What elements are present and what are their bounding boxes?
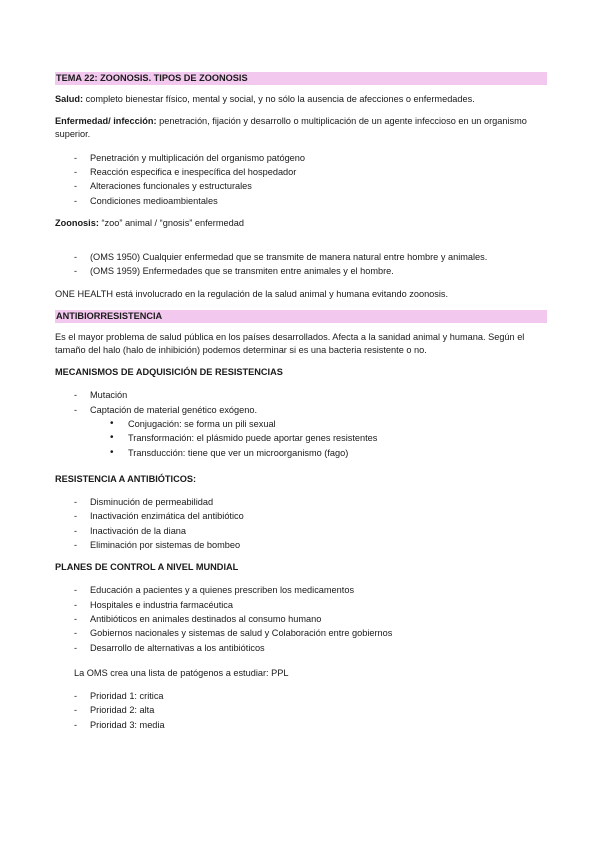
section-heading-zoonosis: TEMA 22: ZOONOSIS. TIPOS DE ZOONOSIS	[55, 72, 547, 85]
list-item: - Antibióticos en animales destinados al consumo humano	[55, 612, 547, 626]
list-item: - Eliminación por sistemas de bombeo	[55, 538, 547, 552]
captacion-sublist	[55, 417, 547, 460]
antibio-intro: Es el mayor problema de salud pública en los países desarrollados. Afecta a la sanidad animal y humana. Según el tamaño del halo (halo de inhibición) podemos determinar si es una bacteria resistente o no.	[55, 331, 525, 355]
list-item: - Condiciones medioambientales	[55, 194, 547, 208]
zoonosis-list	[55, 250, 547, 279]
salud-text: completo bienestar físico, mental y social, y no sólo la ausencia de afecciones o enfermedades.	[83, 94, 475, 104]
enfermedad-list	[55, 151, 547, 208]
planes-heading: PLANES DE CONTROL A NIVEL MUNDIAL	[55, 562, 239, 573]
list-item: - Prioridad 1: critica	[55, 689, 547, 703]
enfermedad-text: penetración, fijación y desarrollo o multiplicación de un agente infeccioso en un organismo superior.	[55, 116, 527, 140]
list-item: - Mutación	[55, 388, 547, 402]
zoonosis-definition	[55, 217, 547, 230]
zoonosis-text: “zoo” animal / “gnosis” enfermedad	[98, 217, 244, 228]
mecanismos-list	[55, 388, 547, 459]
list-item: - Penetración y multiplicación del organismo patógeno	[55, 151, 547, 165]
sublist-item: • Transformación: el plásmido puede aportar genes resistentes	[55, 431, 547, 445]
list-item: - (OMS 1950) Cualquier enfermedad que se transmite de manera natural entre hombre y animales.	[55, 250, 547, 264]
list-item: - Educación a pacientes y a quienes prescriben los medicamentos	[55, 583, 547, 597]
enfermedad-definition	[55, 115, 547, 141]
list-item-text: Captación de material genético exógeno.	[90, 404, 258, 415]
resistencia-list	[55, 495, 547, 552]
spacer	[55, 239, 547, 250]
sublist-item: • Transducción: tiene que ver un microorganismo (fago)	[55, 446, 547, 460]
list-item: - Prioridad 2: alta	[55, 703, 547, 717]
mecanismos-heading: MECANISMOS DE ADQUISICIÓN DE RESISTENCIAS	[55, 367, 283, 378]
sublist-item: • Conjugación: se forma un pili sexual	[55, 417, 547, 431]
zoonosis-term: Zoonosis:	[55, 217, 99, 228]
document-page	[55, 72, 547, 741]
list-item: - Desarrollo de alternativas a los antibióticos	[55, 641, 547, 655]
list-item: - Reacción especifica e inespecífica del hospedador	[55, 165, 547, 179]
list-item: - Alteraciones funcionales y estructurales	[55, 179, 547, 193]
enfermedad-term: Enfermedad/ infección:	[55, 116, 157, 127]
oms-text: La OMS crea una lista de patógenos a estudiar: PPL	[74, 667, 289, 678]
list-item: - Hospitales e industria farmacéutica	[55, 598, 547, 612]
list-item: - Disminución de permeabilidad	[55, 495, 547, 509]
list-item	[55, 403, 547, 460]
section-heading-antibiorresistencia: ANTIBIORRESISTENCIA	[55, 310, 547, 323]
list-item: - Inactivación de la diana	[55, 524, 547, 538]
prioridad-list	[55, 689, 547, 732]
list-item: - (OMS 1959) Enfermedades que se transmiten entre animales y el hombre.	[55, 264, 547, 278]
one-health-text: ONE HEALTH está involucrado en la regulación de la salud animal y humana evitando zoonosis.	[55, 288, 449, 299]
list-item: - Prioridad 3: media	[55, 718, 547, 732]
resistencia-heading: RESISTENCIA A ANTIBIÓTICOS:	[55, 473, 197, 484]
list-item: - Gobiernos nacionales y sistemas de salud y Colaboración entre gobiernos	[55, 626, 547, 640]
planes-list	[55, 583, 547, 654]
salud-term: Salud:	[55, 94, 84, 104]
salud-definition	[55, 93, 547, 106]
list-item: - Inactivación enzimática del antibiótico	[55, 509, 547, 523]
